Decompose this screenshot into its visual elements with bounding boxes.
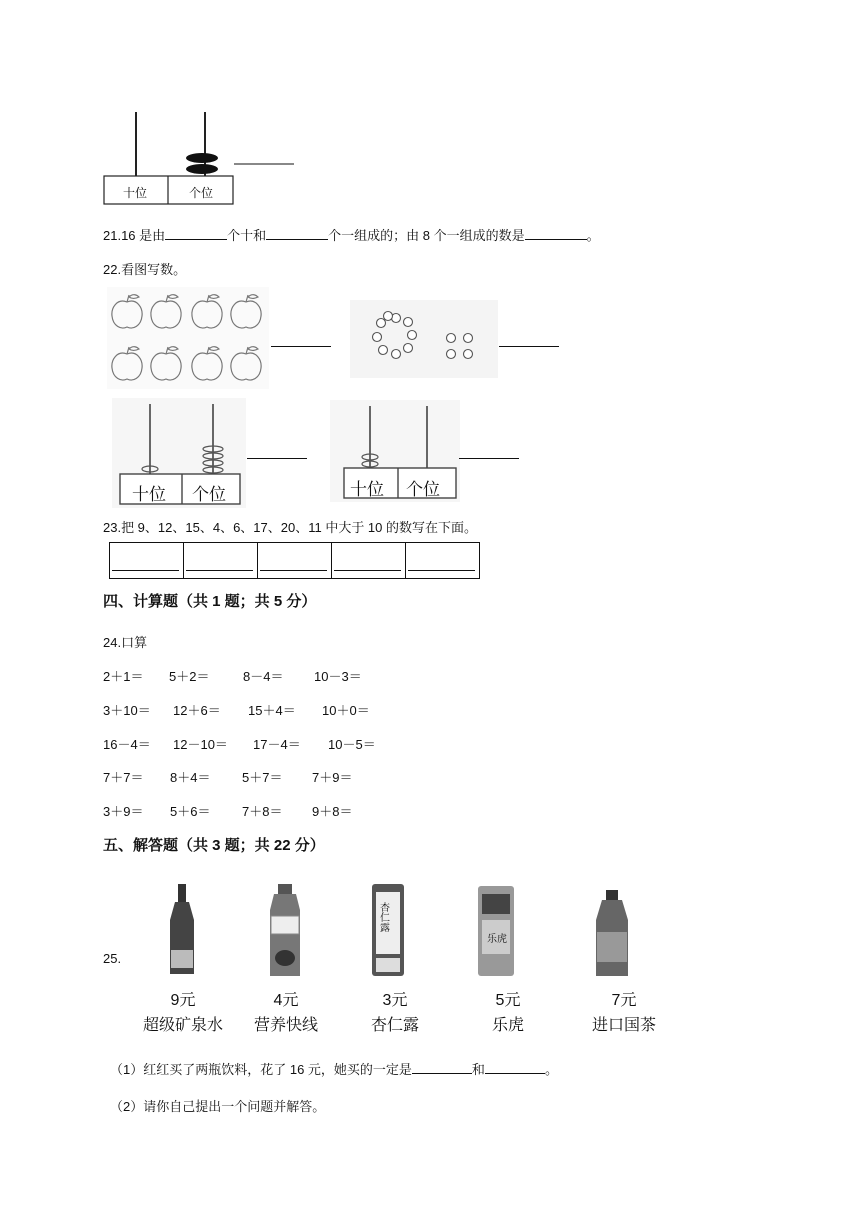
answer-table [109, 542, 480, 579]
calc-item: 2＋1＝ [103, 669, 144, 684]
answer-blank[interactable] [247, 458, 307, 459]
tens-label: 十位 [123, 186, 148, 200]
circles-picture [350, 300, 498, 378]
drink-bottles-drawing [128, 880, 688, 980]
can-label: 杏仁露 [377, 902, 389, 932]
q21-text-d: 。 [586, 228, 600, 243]
drink-price: 4元 [273, 992, 299, 1009]
answer-blank[interactable] [266, 238, 328, 240]
calc-item: 10＋0＝ [322, 703, 370, 718]
answer-blank[interactable] [165, 238, 227, 240]
answer-blank[interactable] [485, 1072, 545, 1074]
answer-blank[interactable] [459, 458, 519, 459]
ones-label: 个位 [192, 485, 226, 504]
abacus-1 [112, 398, 246, 508]
calc-item: 5＋6＝ [170, 804, 211, 819]
question-21 [103, 225, 600, 244]
calc-item: 9＋8＝ [312, 804, 353, 819]
calc-item: 3＋10＝ [103, 703, 151, 718]
calc-item: 5＋7＝ [242, 770, 283, 785]
bottle-icon [270, 884, 300, 976]
answer-cell[interactable] [183, 543, 257, 579]
drink-name: 营养快线 [253, 1017, 318, 1034]
abacus-2 [330, 400, 460, 502]
drink-price: 3元 [382, 992, 408, 1009]
drinks-picture [128, 880, 688, 1038]
ones-label: 个位 [189, 186, 214, 200]
q21-text-a: 21.16 是由 [103, 228, 166, 243]
drink-name: 乐虎 [491, 1017, 524, 1034]
calc-item: 12＋6＝ [173, 703, 221, 718]
answer-blank[interactable] [271, 346, 331, 347]
tens-label: 十位 [350, 480, 384, 499]
sub1-text-c: 。 [544, 1062, 558, 1077]
calc-item: 10－5＝ [328, 737, 376, 752]
apples-picture [107, 287, 269, 389]
apple-icon-group [107, 287, 269, 389]
calc-item: 7＋7＝ [103, 770, 144, 785]
drink-price: 9元 [170, 992, 196, 1009]
tens-label: 十位 [132, 485, 166, 504]
calc-row [103, 700, 370, 719]
drink-name: 进口国茶 [591, 1017, 656, 1034]
answer-cell[interactable] [109, 543, 183, 579]
question-24-title: 24.口算 [103, 635, 148, 650]
answer-blank[interactable] [525, 238, 587, 240]
drink-name: 杏仁露 [370, 1017, 419, 1034]
circle-dots-drawing [350, 300, 498, 378]
calc-row [103, 801, 352, 820]
calc-item: 3＋9＝ [103, 804, 144, 819]
drink-price: 7元 [611, 992, 637, 1009]
question-22-title: 22.看图写数。 [103, 262, 187, 277]
calc-item: 8－4＝ [243, 669, 284, 684]
calc-row [103, 666, 362, 685]
question-25-number: 25. [103, 951, 122, 966]
calc-item: 8＋4＝ [170, 770, 211, 785]
q21-text-b: 个十和 [227, 228, 267, 243]
drink-price: 5元 [495, 992, 521, 1009]
bottle-icon [170, 884, 194, 974]
drink-name: 超级矿泉水 [142, 1017, 223, 1034]
question-23-title: 23.把 9、12、15、4、6、17、20、11 中大于 10 的数写在下面。 [103, 520, 478, 535]
calc-item: 17－4＝ [253, 737, 301, 752]
calc-item: 7＋9＝ [312, 770, 353, 785]
calc-item: 12－10＝ [173, 737, 228, 752]
bottle-icon [596, 890, 628, 976]
q21-text-c: 个一组成的；由 8 个一组成的数是 [328, 228, 525, 243]
section-4-heading: 四、计算题（共 1 题；共 5 分） [103, 593, 317, 610]
question-25-sub-2: （2）请你自己提出一个问题并解答。 [110, 1099, 326, 1114]
question-25-sub-1 [110, 1059, 558, 1078]
sub1-text-a: （1）红红买了两瓶饮料，花了 16 元，她买的一定是 [110, 1062, 412, 1077]
calc-row [103, 767, 352, 786]
can-icon [478, 886, 514, 976]
ones-label: 个位 [406, 480, 440, 499]
section-5-heading: 五、解答题（共 3 题；共 22 分） [103, 837, 325, 854]
calc-item: 5＋2＝ [169, 669, 210, 684]
sub1-text-b: 和 [471, 1062, 485, 1077]
answer-cell[interactable] [331, 543, 405, 579]
answer-blank[interactable] [412, 1072, 472, 1074]
answer-blank[interactable] [499, 346, 559, 347]
calc-row [103, 734, 376, 753]
answer-cell[interactable] [405, 543, 479, 579]
abacus-top [103, 110, 303, 206]
calc-item: 16－4＝ [103, 737, 151, 752]
calc-item: 10－3＝ [314, 669, 362, 684]
can-label: 乐虎 [487, 934, 507, 945]
calc-item: 7＋8＝ [242, 804, 283, 819]
calc-item: 15＋4＝ [248, 703, 296, 718]
answer-cell[interactable] [257, 543, 331, 579]
